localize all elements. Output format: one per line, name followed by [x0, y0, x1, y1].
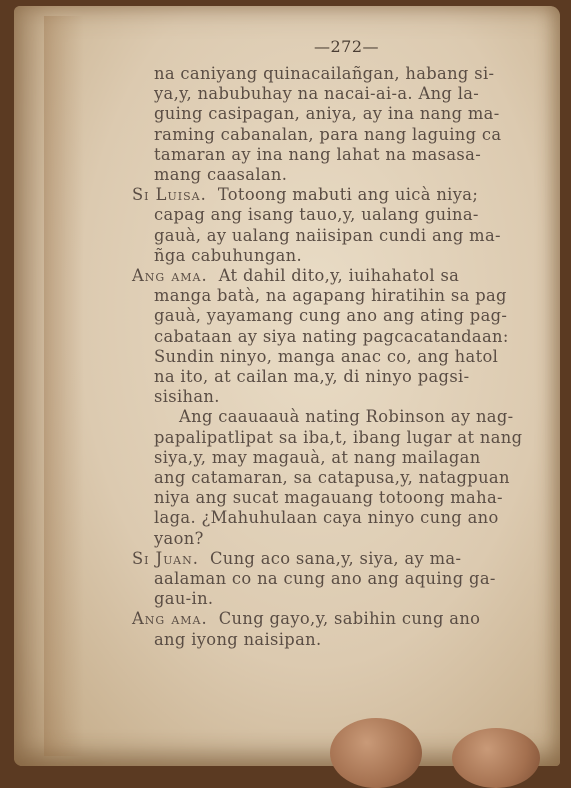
text-line — [154, 488, 558, 508]
thumb-left — [330, 718, 422, 788]
line-text: Cung gayo,y, sabihin cung ano — [218, 609, 481, 629]
line-text: sisihan. — [154, 387, 220, 407]
speaker-name: Ang ama. — [132, 266, 208, 286]
text-line — [132, 185, 558, 205]
line-text: ang catamaran, sa catapusa,y, natagpuan — [154, 468, 510, 488]
text-line — [154, 64, 558, 84]
line-text: niya ang sucat magauang totoong maha- — [154, 488, 503, 508]
text-line — [154, 327, 558, 347]
text-line — [132, 266, 558, 286]
text-line — [154, 428, 558, 448]
line-text: na caniyang quinacailañgan, habang si- — [154, 64, 495, 83]
line-text: ya,y, nabubuhay na nacai-ai-a. Ang la- — [154, 84, 480, 104]
text-line — [154, 367, 558, 387]
line-text: gauà, yayamang cung ano ang ating pag- — [154, 306, 508, 326]
line-text: ñga cabuhungan. — [154, 245, 303, 265]
text-line — [132, 609, 558, 629]
text-line — [154, 508, 558, 528]
page-gutter-shadow — [44, 16, 84, 756]
text-line — [154, 104, 558, 124]
text-line — [154, 226, 558, 246]
book-page — [14, 6, 560, 766]
line-text: capag ang isang tauo,y, ualang guina- — [154, 205, 479, 225]
text-line — [154, 569, 558, 589]
text-line — [154, 306, 558, 326]
line-text: Totoong mabuti ang uicà niya; — [217, 185, 479, 205]
line-text: yaon? — [154, 528, 204, 548]
speaker-name: Ang ama. — [132, 609, 208, 629]
text-line — [154, 347, 558, 367]
line-text: gauà, ay ualang naiisipan cundi ang ma- — [154, 225, 501, 245]
speaker-name: Si Luisa. — [132, 185, 207, 205]
line-text: At dahil dito,y, iuihahatol sa — [218, 266, 460, 286]
text-line — [132, 549, 558, 569]
line-text: raming cabanalan, para nang laguing ca — [154, 124, 502, 144]
line-text: laga. ¿Mahuhulaan caya ninyo cung ano — [154, 508, 499, 528]
text-line — [154, 529, 558, 549]
speaker-name: Si Juan. — [132, 548, 199, 568]
line-text: tamaran ay ina nang lahat na masasa- — [154, 144, 482, 164]
line-text: cabataan ay siya nating pagcacatandaan: — [154, 326, 509, 346]
text-line — [154, 387, 558, 407]
line-text: Ang caauaauà nating Robinson ay nag- — [179, 407, 514, 427]
line-text: siya,y, may magauà, at nang mailagan — [154, 447, 481, 467]
text-line — [154, 125, 558, 145]
text-line — [154, 84, 558, 104]
line-text: ang iyong naisipan. — [154, 629, 322, 649]
text-line — [154, 286, 558, 306]
line-text: manga batà, na agapang hiratihin sa pag — [154, 286, 507, 306]
text-line — [154, 407, 558, 427]
line-text: aalaman co na cung ano ang aquing ga- — [154, 569, 496, 589]
line-text: gau-in. — [154, 589, 214, 609]
text-line — [154, 246, 558, 266]
text-line — [154, 145, 558, 165]
text-line — [154, 205, 558, 225]
line-text: mang caasalan. — [154, 165, 288, 185]
line-text: na ito, at cailan ma,y, di ninyo pagsi- — [154, 367, 470, 387]
line-text: papalipatlipat sa iba,t, ibang lugar at nang — [154, 427, 523, 447]
page-number: —272— — [314, 37, 380, 56]
page-text — [132, 64, 558, 650]
line-text: guing casipagan, aniya, ay ina nang ma- — [154, 104, 500, 124]
text-line — [154, 165, 558, 185]
line-text: Sundin ninyo, manga anac co, ang hatol — [154, 346, 499, 366]
thumb-right — [452, 728, 540, 788]
text-line — [154, 589, 558, 609]
text-line — [154, 630, 558, 650]
text-line — [154, 468, 558, 488]
text-line — [154, 448, 558, 468]
line-text: Cung aco sana,y, siya, ay ma- — [209, 548, 462, 568]
